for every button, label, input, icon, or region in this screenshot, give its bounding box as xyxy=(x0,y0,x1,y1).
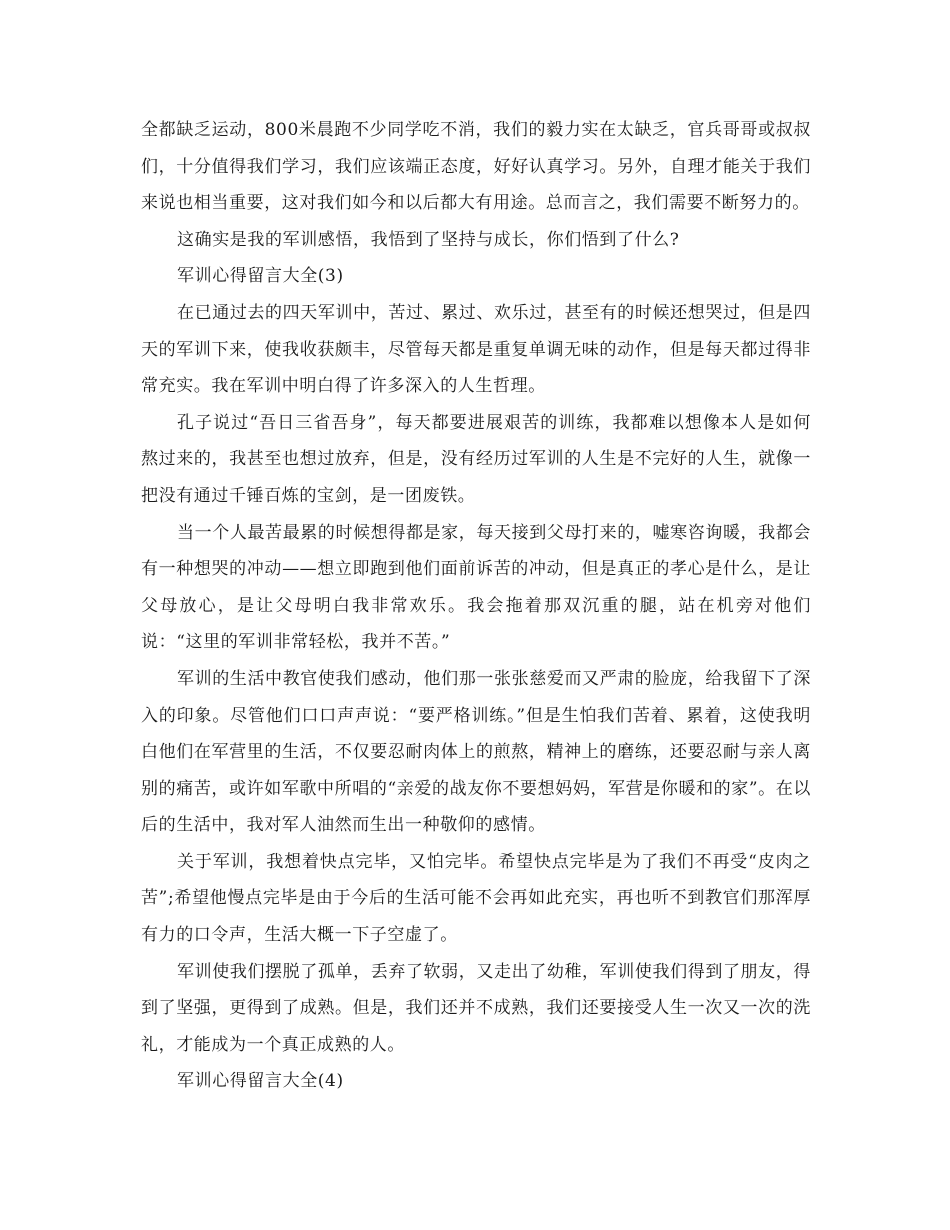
paragraph: 在已通过去的四天军训中，苦过、累过、欢乐过，甚至有的时候还想哭过，但是四天的军训下来，使我收获颇丰，尽管每天都是重复单调无味的动作，但是每天都过得非常充实。我在军训中明白得了许多深入的人生哲理。 xyxy=(141,302,811,397)
paragraph: 关于军训，我想着快点完毕，又怕完毕。希望快点完毕是为了我们不再受“皮肉之苦”;希望他慢点完毕是由于今后的生活可能不会再如此充实，再也听不到教官们那浑厚有力的口令声，生活大概一下子空虚了。 xyxy=(141,851,811,946)
section-heading-3: 军训心得留言大全(3) xyxy=(177,266,344,287)
paragraph-reflection-summary: 这确实是我的军训感悟，我悟到了坚持与成长，你们悟到了什么? xyxy=(177,229,680,250)
paragraph: 军训使我们摆脱了孤单，丢弃了软弱，又走出了幼稚，军训使我们得到了朋友，得到了坚强，更得到了成熟。但是，我们还并不成熟，我们还要接受人生一次又一次的洗礼，才能成为一个真正成熟的人。 xyxy=(141,961,811,1055)
paragraph: 孔子说过“吾日三省吾身”，每天都要进展艰苦的训练，我都难以想像本人是如何熬过来的，我甚至也想过放弃，但是，没有经历过军训的人生是不完好的人生，就像一把没有通过千锤百炼的宝剑，是一团废铁。 xyxy=(141,412,811,506)
document-body xyxy=(141,112,811,1100)
section-heading-4: 军训心得留言大全(4) xyxy=(177,1071,344,1092)
paragraph: 军训的生活中教官使我们感动，他们那一张张慈爱而又严肃的脸庞，给我留下了深入的印象。尽管他们口口声声说：“要严格训练。”但是生怕我们苦着、累着，这使我明白他们在军营里的生活，不仅要忍耐肉体上的煎熬，精神上的磨练，还要忍耐与亲人离别的痛苦，或许如军歌中所唱的“亲爱的战友你不要想妈妈，军营是你暖和的家”。在以后的生活中，我对军人油然而生出一种敬仰的感情。 xyxy=(141,668,811,836)
paragraph: 当一个人最苦最累的时候想得都是家，每天接到父母打来的，嘘寒咨询暖，我都会有一种想哭的冲动——想立即跑到他们面前诉苦的冲动，但是真正的孝心是什么，是让父母放心，是让父母明白我非常欢乐。我会拖着那双沉重的腿，站在机旁对他们说：“这里的军训非常轻松，我并不苦。” xyxy=(141,522,811,653)
paragraph-continued: 全都缺乏运动，800米晨跑不少同学吃不消，我们的毅力实在太缺乏，官兵哥哥或叔叔们，十分值得我们学习，我们应该端正态度，好好认真学习。另外，自理才能关于我们来说也相当重要，这对我们如今和以后都大有用途。总而言之，我们需要不断努力的。 xyxy=(141,120,811,214)
